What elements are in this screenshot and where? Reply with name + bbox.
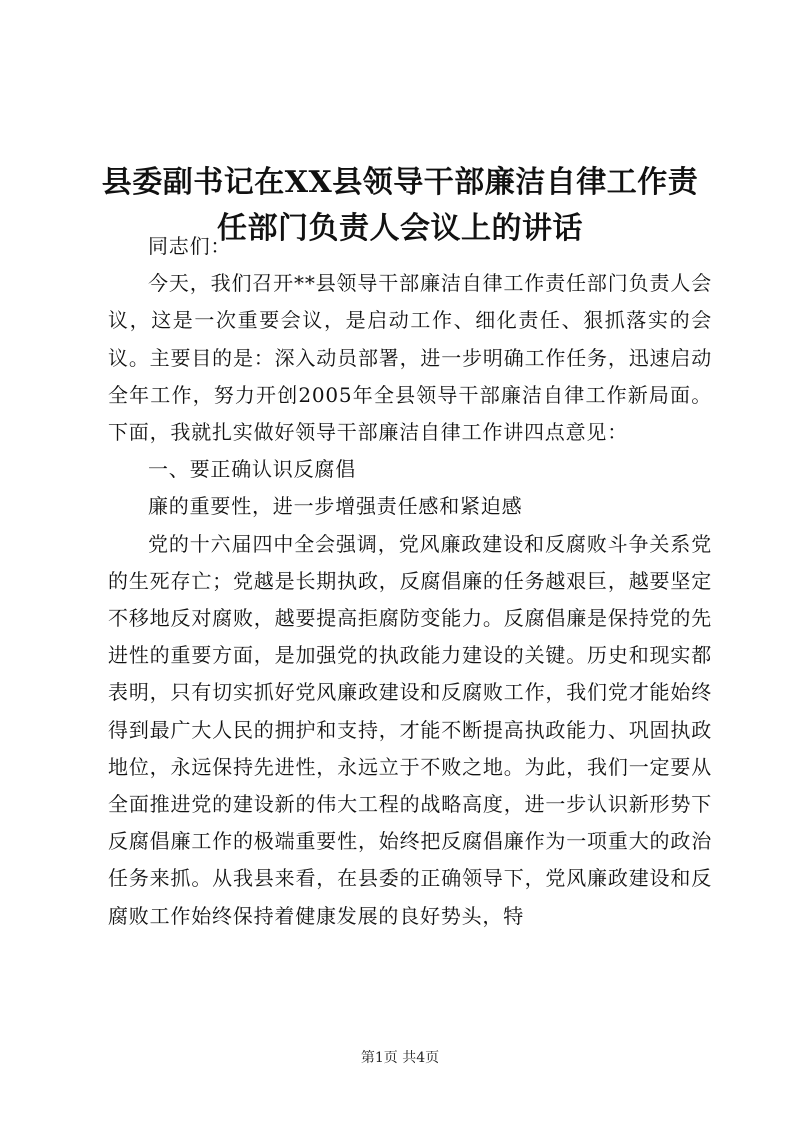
section-heading-part2: 廉的重要性，进一步增强责任感和紧迫感 [148, 494, 523, 519]
page-footer: 第1页 共4页 [360, 1050, 440, 1066]
salutation-paragraph: 同志们： [148, 234, 232, 258]
document-title: 县委副书记在XX县领导干部廉洁自律工作责任部门负责人会议上的讲话 [101, 165, 699, 247]
intro-paragraph: 今天，我们召开**县领导干部廉洁自律工作责任部门负责人会议，这是一次重要会议，是启动工作、细化责任、狠抓落实的会议。主要目的是：深入动员部署，进一步明确工作任务，迅速启动全年工作，努力开创2005年全县领导干部廉洁自律工作新局面。下面，我就扎实做好领导干部廉洁自律工作讲四点意见： [108, 271, 712, 445]
document-body [108, 228, 712, 935]
section-heading-part1: 一、要正确认识反腐倡 [148, 457, 356, 482]
body-paragraph: 党的十六届四中全会强调，党风廉政建设和反腐败斗争关系党的生死存亡；党越是长期执政，反腐倡廉的任务越艰巨，越要坚定不移地反对腐败，越要提高拒腐防变能力。反腐倡廉是保持党的先进性的重要方面，是加强党的执政能力建设的关键。历史和现实都表明，只有切实抓好党风廉政建设和反腐败工作，我们党才能始终得到最广大人民的拥护和支持，才能不断提高执政能力、巩固执政地位，永远保持先进性，永远立于不败之地。为此，我们一定要从全面推进党的建设新的伟大工程的战略高度，进一步认识新形势下反腐倡廉工作的极端重要性，始终把反腐倡廉作为一项重大的政治任务来抓。从我县来看，在县委的正确领导下，党风廉政建设和反腐败工作始终保持着健康发展的良好势头，特 [108, 531, 712, 928]
